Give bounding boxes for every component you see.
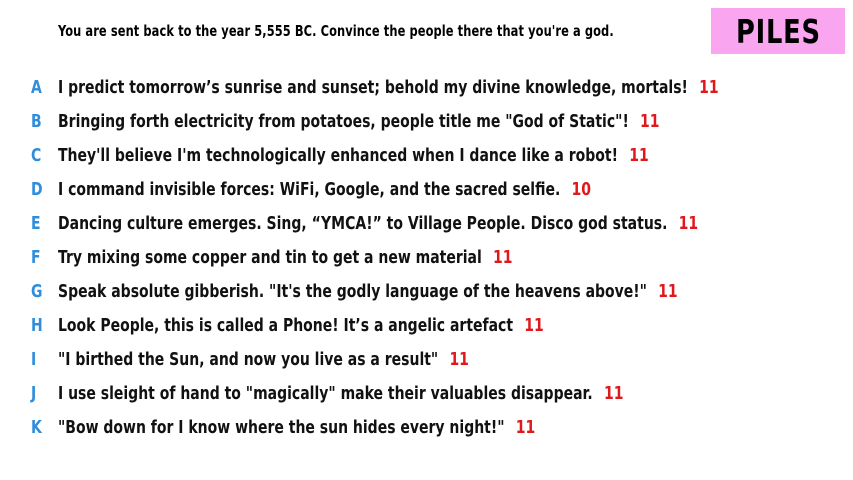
answer-letter: J (31, 384, 37, 404)
answer-text: "I birthed the Sun, and now you live as a result" (58, 350, 439, 370)
answer-letter: E (31, 214, 41, 234)
answer-text: Look People, this is called a Phone! It’s a angelic artefact (58, 316, 514, 336)
category-badge-label: PILES (735, 11, 821, 51)
answer-letter: C (31, 146, 42, 166)
answer-text: Try mixing some copper and tin to get a new material (58, 248, 482, 268)
answer-score: 10 (571, 180, 591, 200)
answer-letter: B (31, 112, 42, 132)
answer-score: 11 (449, 350, 469, 370)
answer-text: They'll believe I'm technologically enhanced when I dance like a robot! (58, 146, 618, 166)
answer-text: I predict tomorrow’s sunrise and sunset; behold my divine knowledge, mortals! (58, 78, 688, 98)
answer-score: 11 (640, 112, 660, 132)
answer-score: 11 (603, 384, 624, 404)
answer-row-g (0, 275, 853, 309)
answer-letter: I (31, 350, 37, 370)
answer-score: 11 (629, 146, 649, 166)
answer-row-k (0, 411, 853, 445)
answer-score: 11 (658, 282, 678, 302)
answer-text: I command invisible forces: WiFi, Google, and the sacred selfie. (58, 180, 561, 200)
answer-letter: D (31, 180, 43, 200)
answer-row-b (0, 105, 853, 139)
answer-row-c (0, 139, 853, 173)
answer-score: 11 (493, 248, 513, 268)
answer-text: Dancing culture emerges. Sing, “YMCA!” to Village People. Disco god status. (58, 214, 668, 234)
answer-score: 11 (524, 316, 544, 336)
answer-text: I use sleight of hand to "magically" make their valuables disappear. (58, 384, 593, 404)
answer-row-f (0, 241, 853, 275)
answer-letter: K (31, 418, 42, 438)
answer-letter: H (31, 316, 43, 336)
answer-letter: F (31, 248, 41, 268)
answer-score: 11 (699, 78, 719, 98)
answer-row-a (0, 71, 853, 105)
answer-score: 11 (678, 214, 699, 234)
answer-row-d (0, 173, 853, 207)
answer-row-i (0, 343, 853, 377)
answer-letter: A (31, 78, 42, 98)
answer-row-j (0, 377, 853, 411)
answer-score: 11 (515, 418, 536, 438)
prompt-text: You are sent back to the year 5,555 BC. Convince the people there that you're a god. (58, 22, 614, 40)
answer-text: "Bow down for I know where the sun hides every night!" (58, 418, 505, 438)
answer-text: Speak absolute gibberish. "It's the godly language of the heavens above!" (58, 282, 647, 302)
category-badge (711, 8, 845, 54)
answer-row-h (0, 309, 853, 343)
answer-text: Bringing forth electricity from potatoes, people title me "God of Static"! (58, 112, 629, 132)
answer-list (0, 71, 853, 445)
answer-letter: G (31, 282, 43, 302)
answer-row-e (0, 207, 853, 241)
